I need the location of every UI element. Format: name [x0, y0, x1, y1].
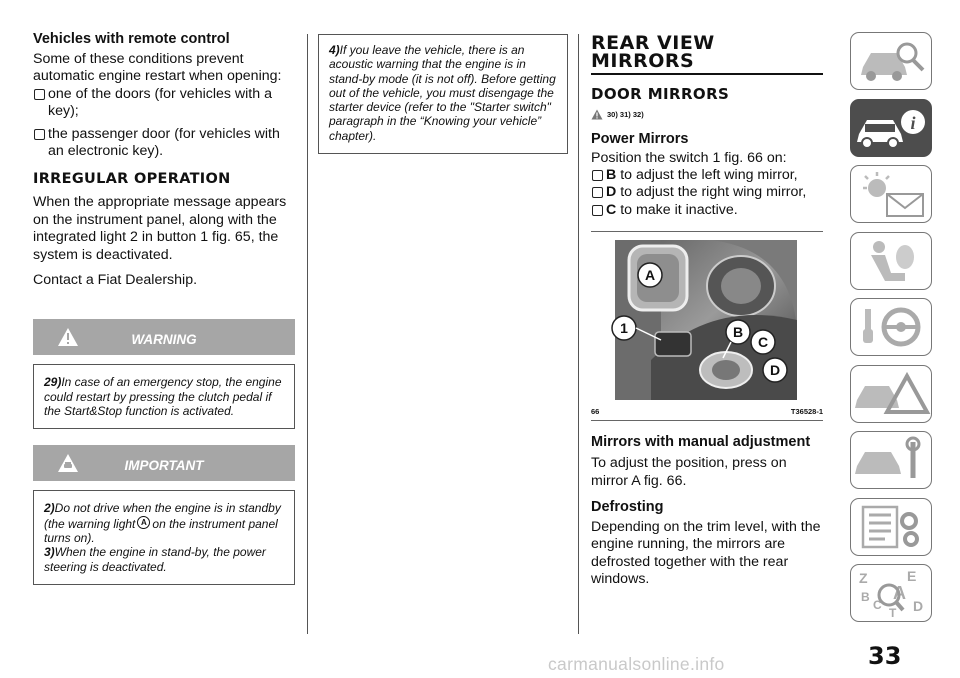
- watermark: carmanualsonline.info: [548, 654, 725, 674]
- mirror-switch-illustration: [591, 240, 823, 400]
- svg-text:i: i: [910, 112, 916, 133]
- option-letter: D: [606, 184, 617, 201]
- important-text-1a: Do not drive when the engine is in standby (the warning light: [44, 501, 281, 531]
- contact-para: Contact a Fiat Dealership.: [33, 272, 198, 289]
- index-letter: A: [893, 583, 906, 603]
- intro-text: Some of these conditions prevent automatic engine restart when opening:: [33, 51, 282, 85]
- page-number: 33: [868, 642, 902, 670]
- figure-label-c: C: [757, 334, 769, 351]
- column-divider: [307, 34, 308, 634]
- car-info-icon: [851, 100, 931, 156]
- list-gear-icon: [851, 499, 931, 555]
- checkbox-icon: [592, 170, 603, 181]
- car-magnifier-icon: [851, 33, 931, 89]
- index-letter: D: [913, 598, 924, 614]
- heading-defrosting: Defrosting: [591, 498, 664, 515]
- note-box-4: [318, 34, 568, 154]
- option-text: to adjust the left wing mirror,: [620, 166, 798, 183]
- airbag-seat-icon: [851, 233, 931, 289]
- column-3: [591, 34, 823, 589]
- heading-manual-adjustment: Mirrors with manual adjustment: [591, 434, 811, 451]
- option-text: to make it inactive.: [620, 201, 738, 218]
- warning-box: [33, 364, 295, 429]
- heading-remote-control: Vehicles with remote control: [33, 31, 230, 47]
- important-text-1b: on the instrument panel turns on).: [44, 516, 278, 545]
- checkbox-icon: [592, 187, 603, 198]
- tab-emergency[interactable]: [850, 365, 932, 423]
- tab-safety[interactable]: [850, 232, 932, 290]
- checkbox-icon: [34, 129, 45, 140]
- car-wrench-icon: [851, 432, 931, 488]
- tab-warning-lights[interactable]: [850, 165, 932, 223]
- important-box: [33, 490, 295, 584]
- note-4-text: If you leave the vehicle, there is an acoustic warning that the engine is in stand-by mode (it is not off). Before getting out of the vehicle, you must disengage the starter device (refer to the "Starter switch" paragraph in the “Knowing your vehicle” chapter).: [329, 43, 556, 143]
- irregular-para: When the appropriate message appears on the instrument panel, along with the integrated light 2 in button 1 fig. 65, the system is deactivated.: [33, 194, 287, 263]
- standby-light-icon: [137, 516, 150, 529]
- figure-label-a: A: [644, 267, 656, 284]
- bullet-text: one of the doors (for vehicles with a key);: [48, 85, 272, 120]
- title-rule: [591, 73, 823, 75]
- key-steering-wheel-icon: [851, 299, 931, 355]
- index-letter: C: [873, 598, 882, 612]
- option-d: [591, 184, 823, 201]
- section-title-irregular: IRREGULAR OPERATION: [33, 171, 231, 188]
- refs-text: 30) 31) 32): [607, 109, 644, 119]
- important-header: [33, 445, 295, 481]
- figure-label-1: 1: [620, 320, 628, 337]
- figure-number: 66: [591, 407, 600, 417]
- index-letter: B: [861, 590, 870, 604]
- figure-caption: [591, 405, 823, 421]
- index-letter: E: [907, 568, 917, 584]
- note-number: 2): [44, 501, 55, 516]
- tab-technical-specs[interactable]: [850, 498, 932, 556]
- note-number: 3): [44, 545, 55, 560]
- important-title: IMPORTANT: [124, 458, 204, 474]
- option-b: [591, 167, 823, 184]
- warning-text: In case of an emergency stop, the engine could restart by pressing the clutch pedal if the Start&Stop function is activated.: [44, 375, 282, 419]
- bullet-item: [33, 126, 295, 161]
- index-letter: T: [889, 606, 897, 620]
- tab-knowing-the-car[interactable]: [850, 32, 932, 90]
- defrost-text: Depending on the trim level, with the engine running, the mirrors are defrosted together with the rear windows.: [591, 518, 821, 588]
- note-number: 29): [44, 375, 62, 390]
- warning-triangle-icon: [591, 109, 603, 120]
- column-2: [318, 34, 568, 154]
- index-letter: Z: [859, 570, 868, 586]
- warning-light-envelope-icon: [851, 166, 931, 222]
- option-text: to adjust the right wing mirror,: [620, 184, 807, 201]
- tab-starting-driving[interactable]: [850, 298, 932, 356]
- car-triangle-icon: [851, 366, 931, 422]
- index-letters-icon: [851, 565, 931, 621]
- standby-light-letter: A: [141, 517, 147, 527]
- heading-power-mirrors: Power Mirrors: [591, 130, 689, 147]
- tab-knowing-your-vehicle[interactable]: [850, 99, 932, 157]
- tab-servicing[interactable]: [850, 431, 932, 489]
- manual-text: To adjust the position, press on mirror A fig. 66.: [591, 455, 787, 489]
- chapter-tabs: [850, 32, 932, 631]
- warning-header: [33, 319, 295, 355]
- figure-66: [591, 231, 823, 421]
- important-text-2: When the engine in stand-by, the power steering is deactivated.: [44, 545, 266, 574]
- bullet-item: [33, 86, 295, 121]
- bullet-text: the passenger door (for vehicles with an electronic key).: [48, 125, 280, 160]
- warning-title: WARNING: [131, 332, 197, 348]
- section-title-door-mirrors: DOOR MIRRORS: [591, 84, 730, 103]
- option-c: [591, 202, 823, 219]
- note-references: [591, 109, 823, 120]
- chapter-title-line2: MIRRORS: [591, 50, 695, 72]
- figure-label-d: D: [769, 362, 781, 379]
- option-letter: C: [606, 201, 617, 218]
- column-1: [33, 30, 295, 585]
- chapter-title-line1: REAR VIEW: [591, 32, 715, 54]
- power-intro: Position the switch 1 fig. 66 on:: [591, 149, 787, 166]
- figure-code: T36528-1: [790, 407, 823, 417]
- tab-index[interactable]: [850, 564, 932, 622]
- checkbox-icon: [34, 89, 45, 100]
- note-number: 4): [329, 43, 340, 57]
- option-letter: B: [606, 166, 617, 183]
- column-divider: [578, 34, 579, 634]
- figure-label-b: B: [732, 324, 744, 341]
- checkbox-icon: [592, 205, 603, 216]
